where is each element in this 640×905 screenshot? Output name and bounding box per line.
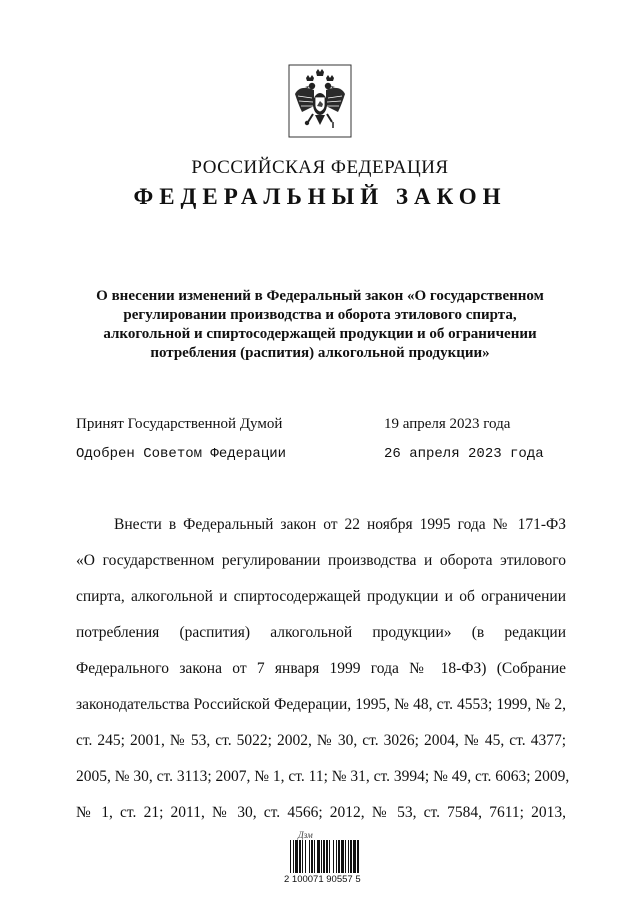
barcode-block	[284, 830, 374, 885]
approved-council-date: 26 апреля 2023 года	[384, 446, 544, 462]
body-line: Федерального закона от 7 января 1999 года № 18-ФЗ) (Собрание	[76, 660, 566, 677]
body-line: № 1, ст. 21; 2011, № 30, ст. 4566; 2012, № 53, ст. 7584, 7611; 2013,	[76, 804, 566, 821]
barcode-number: 2 100071 90557 5	[284, 874, 361, 885]
law-title	[72, 287, 568, 363]
adopted-duma-date: 19 апреля 2023 года	[384, 416, 511, 432]
coat-of-arms-emblem	[288, 64, 352, 138]
stamp-mark: Дзм	[298, 830, 313, 840]
body-line: «О государственном регулировании производства и оборота этилового	[76, 552, 566, 569]
title-line: О внесении изменений в Федеральный закон «О государственном	[96, 288, 544, 304]
adopted-duma-label: Принят Государственной Думой	[76, 416, 283, 432]
title-line: регулировании производства и оборота этилового спирта,	[123, 307, 517, 323]
body-line: законодательства Российской Федерации, 1995, № 48, ст. 4553; 1999, № 2,	[76, 696, 566, 713]
title-line: алкогольной и спиртосодержащей продукции и об ограничении	[103, 326, 537, 342]
body-line: спирта, алкогольной и спиртосодержащей продукции и об ограничении	[76, 588, 566, 605]
document-type: ФЕДЕРАЛЬНЫЙ ЗАКОН	[133, 184, 507, 209]
body-line: потребления (распития) алкогольной продукции» (в редакции	[76, 624, 566, 641]
barcode-image	[290, 840, 374, 873]
approved-council-label: Одобрен Советом Федерации	[76, 446, 287, 462]
title-line: потребления (распития) алкогольной продукции»	[150, 345, 490, 361]
body-line: ст. 245; 2001, № 53, ст. 5022; 2002, № 30, ст. 3026; 2004, № 45, ст. 4377;	[76, 732, 566, 749]
country-name: РОССИЙСКАЯ ФЕДЕРАЦИЯ	[191, 157, 449, 178]
body-line: 2005, № 30, ст. 3113; 2007, № 1, ст. 11; № 31, ст. 3994; № 49, ст. 6063; 2009,	[76, 768, 570, 785]
body-line: Внести в Федеральный закон от 22 ноября 1995 года № 171-ФЗ	[114, 516, 566, 533]
